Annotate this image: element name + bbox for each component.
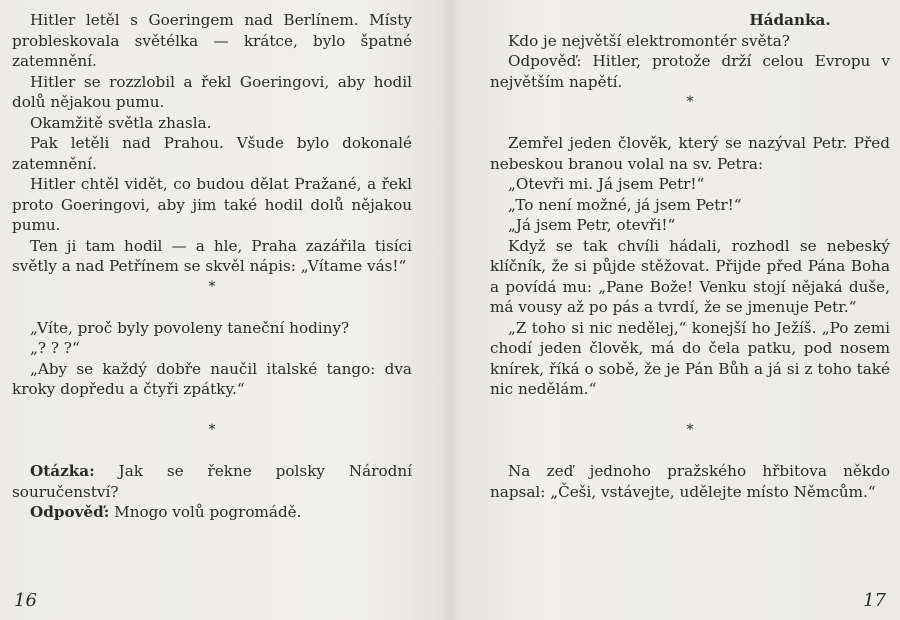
right-paragraph: „To není možné, já jsem Petr!“ bbox=[508, 195, 742, 214]
page-number-left: 16 bbox=[14, 590, 37, 611]
question-label: Otázka: bbox=[30, 462, 95, 480]
section-title: Hádanka. bbox=[749, 11, 831, 29]
left-paragraph: Ten ji tam hodil — a hle, Praha zazářila tisíci světly a nad Petřínem se skvěl nápis: „Vítame vás!“ bbox=[12, 236, 412, 275]
question-text: Jak se řekne polsky Národní souručenství? bbox=[12, 462, 413, 501]
right-paragraph: Zemřel jeden člověk, který se nazýval Petr. Před nebeskou branou volal na sv. Petra: bbox=[490, 134, 890, 173]
right-paragraph: Když se tak chvíli hádali, rozhodl se nebeský klíčník, že si půjde stěžovat. Přijde před Pána Boha a povídá mu: „Pane Bože! Venku stojí nějaká duše, má vousy až po pás a tvrdí, že se jmenuje Petr.“ bbox=[490, 236, 890, 316]
right-paragraph: „Já jsem Petr, otevři!“ bbox=[508, 216, 676, 234]
spacer bbox=[12, 400, 412, 421]
left-paragraph: „? ? ?“ bbox=[30, 339, 80, 357]
section-separator: * bbox=[208, 422, 216, 438]
section-separator: * bbox=[686, 94, 694, 110]
page-number-right: 17 bbox=[863, 590, 886, 611]
left-paragraph: Hitler letěl s Goeringem nad Berlínem. Místy probleskovala světélka — krátce, bylo špatné zatemnění. bbox=[12, 11, 412, 70]
right-paragraph: Kdo je největší elektromontér světa? bbox=[508, 31, 790, 50]
answer-label: Odpověď: bbox=[30, 503, 110, 521]
right-paragraph: Na zeď jednoho pražského hřbitova někdo napsal: „Češi, vstávejte, udělejte místo Němcům.“ bbox=[490, 462, 890, 501]
left-paragraph: Hitler chtěl vidět, co budou dělat Pražané, a řekl proto Goeringovi, aby jim také hodil dolů nějakou pumu. bbox=[12, 175, 412, 234]
section-separator: * bbox=[208, 278, 216, 295]
right-paragraph: „Otevři mi. Já jsem Petr!“ bbox=[508, 175, 705, 193]
left-paragraph: Hitler se rozzlobil a řekl Goeringovi, aby hodil dolů nějakou pumu. bbox=[12, 72, 412, 111]
spacer bbox=[490, 441, 890, 462]
left-paragraph: „Víte, proč byly povoleny taneční hodiny? bbox=[30, 318, 350, 337]
answer bbox=[12, 502, 412, 523]
right-column bbox=[490, 10, 890, 502]
left-paragraph: Okamžitě světla zhasla. bbox=[30, 113, 212, 132]
answer-text: Mnogo volů pogromádě. bbox=[114, 503, 302, 521]
left-paragraph: „Aby se každý dobře naučil italské tango: dva kroky dopředu a čtyři zpátky.“ bbox=[12, 359, 412, 398]
spacer bbox=[490, 400, 890, 421]
right-paragraph: Odpověď: Hitler, protože drží celou Evropu v největším napětí. bbox=[490, 52, 890, 91]
right-page bbox=[450, 0, 900, 620]
left-paragraph: Pak letěli nad Prahou. Všude bylo dokonalé zatemnění. bbox=[12, 134, 412, 173]
question bbox=[12, 461, 412, 502]
spacer bbox=[490, 113, 890, 134]
left-column bbox=[12, 10, 412, 523]
spacer bbox=[12, 441, 412, 462]
section-separator: * bbox=[686, 422, 694, 438]
right-paragraph: „Z toho si nic nedělej,“ konejší ho Ježíš. „Po zemi chodí jeden člověk, má do čela patku, pod nosem knírek, říká o sobě, že je Pán Bůh a já si z toho také nic nedělám.“ bbox=[490, 318, 890, 398]
spacer bbox=[12, 297, 412, 318]
